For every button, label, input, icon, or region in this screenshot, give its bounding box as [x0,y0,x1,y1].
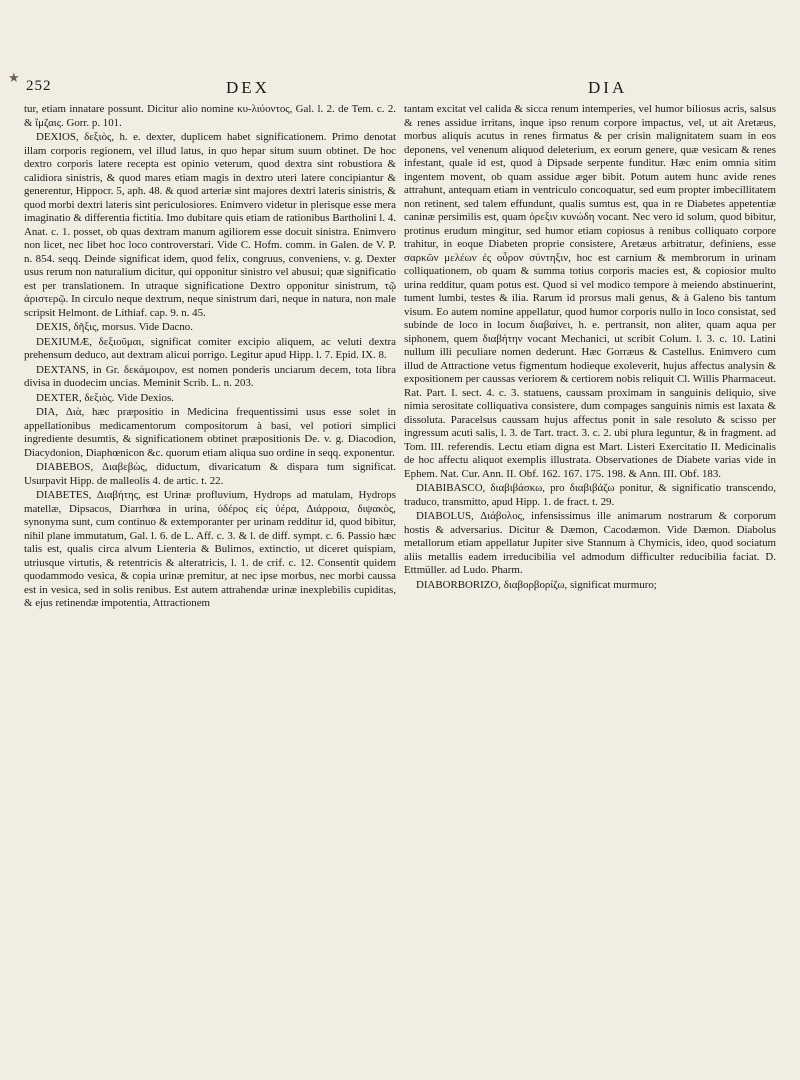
entry-paragraph: tantam excitat vel calida & sicca renum intemperies, vel humor biliosus acris, salsus & renes assidue irritans, inque ipso renum corpore impactus, vel, ut ait Aretæus, morbus aliquis acutus in renes firmatus & per crisin malignitatem suam in eos deponens, vel venenum aliquod deleterium, ex eorum genere, quæ vesicam & renes infestant, quale id est, quod à Dipsade serpente funditur. Hæc enim omnia sitim ingentem movent, ob quam assidue æger bibit. Potum autem hunc avide renes attrahunt, antequam etiam in ventriculo concoquatur, sed eum propter imbecillitatem non retinent, sed talem effundunt, qualis sumtus est, qua in re Diabetes appetentiæ caninæ persimilis est, quam ὀρεξιν κυνώδη vocant. Nec vero id solum, quod bibitur, protinus erudum mingitur, sed humor etiam copiosus à renibus colliquato corpore trahitur, in eoque Diabeten proprie consistere, Aretæus arbitratur, definiens, esse σαρκῶν μελέων ἐς οὖρον σύντηξιν, hoc est carnium & membrorum in urinam colliquationem, ob quam & summa totius corporis macies est, & copiosior multo urina redditur, quam potus est. Quod si vel modico tempore à meiendo abstinuerint, tument lumbi, testes & ilia. Rarum id prorsus mali genus, & à Galeno bis tantum visum. Eo autem nomine appellatur, quod humor corporis nullo in loco consistat, sed subinde de loco in locum διαβαίνει, h. e. pertransit, non aliter, quam aqua per siphonem, quem διαβήτην vocant Mechanici, ut scribit Colum. l. 3. c. 10. Latini nullum illi peculiare nomen dederunt. Hæc Gorræus & Castellus. Enimvero cum illud de Attractione vetus figmentum hodieque exoleverit, hujus affectus analysin & expositionem per caussas veriorem & certiorem nobis reliquit Cl. Willis Pharmaceut. Rat. Part. I. sect. 4. c. 3. statuens, caussam proximam in sanguinis deliquio, sive nimia serositate colliquativa consistere, dum compages sanguinis nimis est laxata & dissoluta. Paracelsus caussam hujus affectus ponit in sale resoluto & scisso per ingressum acuti salis, l. 3. de Tart. tract. 3. c. 2. ubi plura leguntur, & in fragment. ad Tom. III. referendis. Lectu etiam digna est Mart. Listeri Exercitatio II. Medicinalis de hoc affectu aliquot exemplis illustrata. Observationes de Diabete varias vide in Ephem. Nat. Cur. Ann. II. Obf. 162. 167. 175. 198. & Ann. III. Obf. 183. [404,103,776,480]
entry-paragraph: DEXIOS, δεξιὸς, h. e. dexter, duplicem habet significationem. Primo denotat illam corporis regionem, vel illud latus, in quo hepar situm suum obtinet. De hoc dextro corporis latere recepta est opinio veterum, quod dextra sint robustiora & calidiora sinistris, & quod mares etiam magis in dextro uteri latere concipiantur & generentur, Hippocr. 5, aph. 48. & quod arteriæ sint majores dextri lateris sinistris, & quod morbi dextri lateris sint periculosiores. Enimvero videtur in plerisque esse mera imaginatio & differentia fictitia. Imo dubitare quis etiam de rationibus Bartholini l. 4. Anat. c. 1. posset, ob quas dextram manum agiliorem esse docuit sinistra. Enimvero non licet, nec libet hoc loco controverstari. Vide C. Hofm. comm. in Galen. de V. P. n. 854. seqq. Deinde significat idem, quod felix, congruus, conveniens, v. g. Dexter usus rerum non naturalium dicitur, qui opponitur sinistro vel abusui; quæ significatio est per translationem. In utraque significatione Dextro opponitur sinistrum, τῷ ἀριστερῷ. In circulo neque dextrum, neque sinistrum dari, neque in natura, non male scripsit Helmont. de Lithiaf. cap. 9. n. 45. [24,131,396,319]
entry-paragraph: DIABETES, Διαβήτης, est Urinæ profluvium, Hydrops ad matulam, Hydrops matellæ, Dipsacos, Diarrhœa in urina, ὑδέρος εἰς ὑέρα, Διάρροια, διψακὸς, synonyma sunt, cum continuo & extemporanter per urinam redditur id, quod bibitur, nihil plane immutatum, Gal. l. 6. de L. Aff. c. 3. & l. de diff. sympt. c. 6. Passio hæc talis est, qualis circa alvum Lienteria & Bulimos, extinctio, ut diceret quispiam, utriusque virtutis, & retentricis & alteratricis, l. 1. de crif. c. 12. Consentit quidem quodammodo vesica, & copia urinæ premitur, at nec ipse morbus, nec morbi caussa est in vesica, sed in solis renibus. Est autem attrahendæ urinæ inexplebilis cupiditas, & ejus retinendæ impotentia, Attractionem [24,489,396,609]
entry-paragraph: DIABOLUS, Διάβολος, infensissimus ille animarum nostrarum & corporum hostis & adversarius. Dicitur & Dæmon, Cacodæmon. Vide Dæmon. Diabolus metallorum etiam appellatur Jupiter sive Stannum à Chymicis, ideo, quod sociatum aliis metallis eadem irreducibilia vel admodum difficulter reducibilia faciat. D. Ettmüller. ad Ludo. Pharm. [404,510,776,576]
page-number: 252 [26,78,52,94]
entry-paragraph: DEXTER, δεξιὸς. Vide Dexios. [36,391,174,404]
right-running-head: DIA [588,78,628,97]
left-column [24,103,396,1073]
running-header [16,78,786,100]
entry-paragraph: DIABIBASCO, διαβιβάσκω, pro διαβιβάζω ponitur, & significatio transcendo, traduco, transmitto, apud Hipp. 1. de fract. t. 29. [404,482,776,508]
entry-paragraph: DIA, Διὰ, hæc præpositio in Medicina frequentissimi usus esse solet in appellationibus medicamentorum compositorum à basi, vel potiori simplici ingrediente desumtis, & significationem obtinet præpositionis De. v. g. Diacodion, Diacydonion, Diaphœnicon &c. quorum etiam aliqua suo ordine in seqq. exponentur. [24,406,396,459]
entry-paragraph: tur, etiam innatare possunt. Dicitur alio nomine κυ-λιύοντος, Gal. l. 2. de Tem. c. 2. & ἴμζαις. Gorr. p. 101. [24,103,396,129]
entry-paragraph: DEXIS, δῆξις, morsus. Vide Dacno. [36,321,193,333]
left-running-head: DEX [226,78,270,97]
corner-mark: ★ [8,70,20,85]
entry-paragraph: DEXIUMÆ, δεξιοῦμαι, significat comiter excipio aliquem, ac veluti dextra prehensum deduco, aut dextram alicui porrigo. Legitur apud Hipp. l. 7. Epid. IX. 8. [24,335,396,361]
entry-paragraph: DEXTANS, in Gr. δεκάμοιρον, est nomen ponderis unciarum decem, tota libra divisa in duodecim uncias. Meminit Scrib. L. n. 203. [24,363,396,389]
right-column [404,103,776,1073]
entry-paragraph: DIABORBORIZO, διαβορβορίζω, significat murmuro; [416,578,657,591]
entry-paragraph: DIABEBOS, Διαβεβὼς, diductum, divaricatum & dispara tum significat. Usurpavit Hipp. de malleolis 4. de artic. t. 22. [24,461,396,487]
